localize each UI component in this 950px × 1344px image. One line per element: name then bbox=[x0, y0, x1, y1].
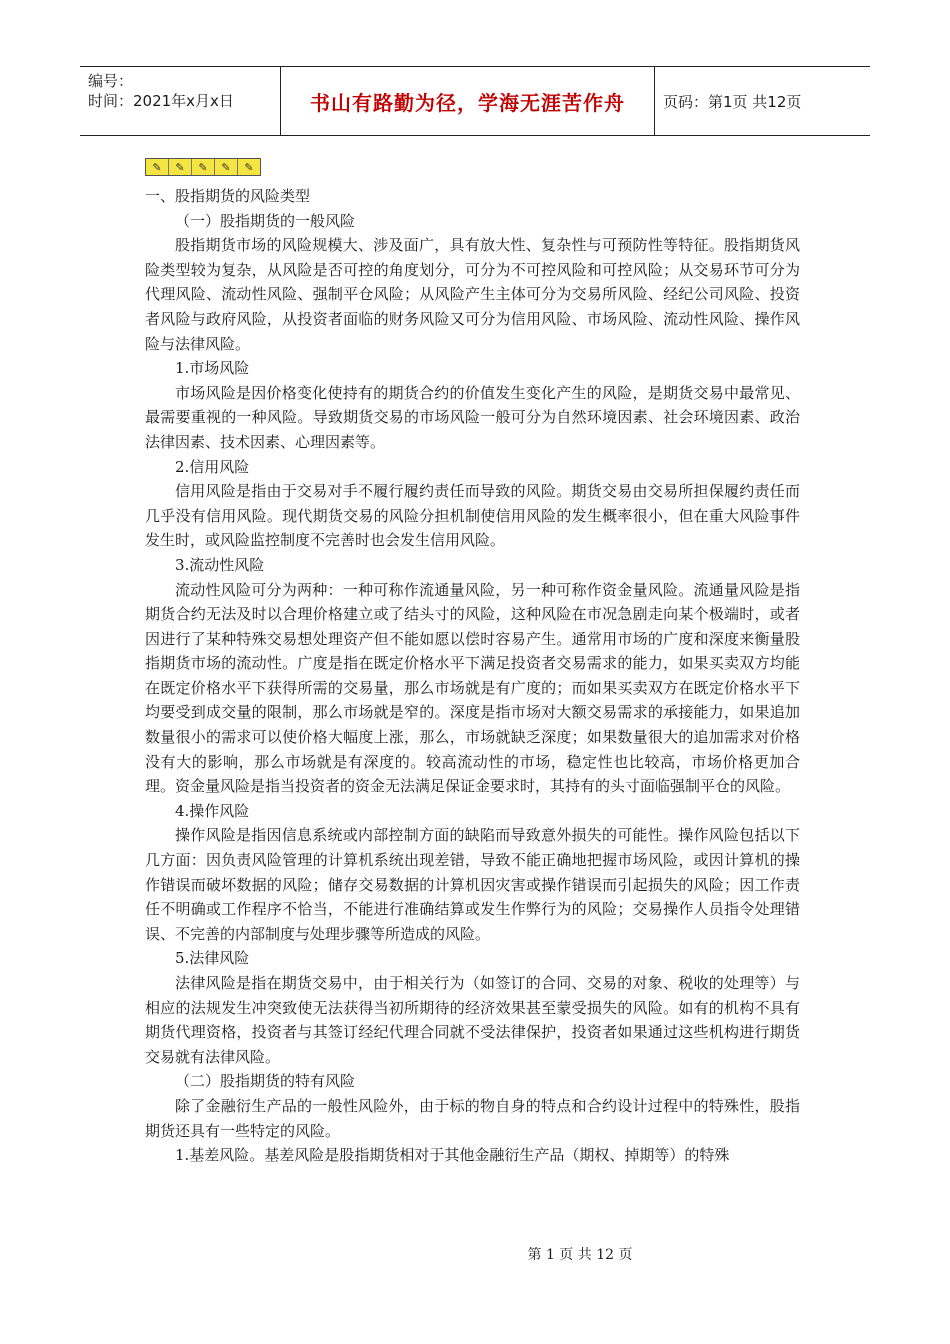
document-number: 编号： bbox=[88, 72, 134, 90]
pencil-icon: ✎ bbox=[192, 159, 215, 175]
document-date: 时间：2021年x月x日 bbox=[88, 92, 234, 110]
page-header bbox=[80, 66, 870, 136]
header-meta bbox=[80, 67, 281, 135]
header-page-info: 页码：第1页 共12页 bbox=[663, 92, 802, 111]
item-heading: 2.信用风险 bbox=[175, 457, 250, 476]
paragraph: 流动性风险可分为两种：一种可称作流通量风险，另一种可称作资金量风险。流通量风险是指期货合约无法及时以合理价格建立或了结头寸的风险，这种风险在市况急剧走向某个极端时，或者因进行了某种特殊交易想处理资产但不能如愿以偿时容易产生。通常用市场的广度和深度来衡量股指期货市场的流动性。广度是指在既定价格水平下满足投资者交易需求的能力，如果买卖双方均能在既定价格水平下获得所需的交易量，那么市场就是有广度的；而如果买卖双方在既定价格水平下均要受到成交量的限制，那么市场就是窄的。深度是指市场对大额交易需求的承接能力，如果追加数量很小的需求可以使价格大幅度上涨，那么，市场就缺乏深度；如果数量很大的追加需求对价格没有大的影响，那么市场就是有深度的。较高流动性的市场，稳定性也比较高，市场价格更加合理。资金量风险是指当投资者的资金无法满足保证金要求时，其持有的头寸面临强制平仓的风险。 bbox=[145, 580, 800, 796]
subsection-heading: （二）股指期货的特有风险 bbox=[175, 1072, 356, 1091]
pencil-icon: ✎ bbox=[169, 159, 192, 175]
paragraph: 法律风险是指在期货交易中，由于相关行为（如签订的合同、交易的对象、税收的处理等）与相应的法规发生冲突致使无法获得当初所期待的经济效果甚至蒙受损失的风险。如有的机构不具有期货代理资格，投资者与其签订经纪代理合同就不受法律保护，投资者如果通过这些机构进行期货交易就有法律风险。 bbox=[145, 974, 800, 1066]
item-heading: 4.操作风险 bbox=[175, 801, 250, 820]
item-heading: 3.流动性风险 bbox=[175, 555, 265, 574]
document-body bbox=[145, 184, 800, 1168]
subsection-heading: （一）股指期货的一般风险 bbox=[175, 211, 356, 230]
paragraph: 操作风险是指因信息系统或内部控制方面的缺陷而导致意外损失的可能性。操作风险包括以下几方面：因负责风险管理的计算机系统出现差错，导致不能正确地把握市场风险，或因计算机的操作错误而破坏数据的风险；储存交易数据的计算机因灾害或操作错误而引起损失的风险；因工作责任不明确或工作程序不恰当，不能进行准确结算或发生作弊行为的风险；交易操作人员指令处理错误、不完善的内部制度与处理步骤等所造成的风险。 bbox=[145, 826, 800, 943]
paragraph: 股指期货市场的风险规模大、涉及面广，具有放大性、复杂性与可预防性等特征。股指期货风险类型较为复杂，从风险是否可控的角度划分，可分为不可控风险和可控风险；从交易环节可分为代理风险、流动性风险、强制平仓风险；从风险产生主体可分为交易所风险、经纪公司风险、投资者风险与政府风险，从投资者面临的财务风险又可分为信用风险、市场风险、流动性风险、操作风险与法律风险。 bbox=[145, 236, 800, 353]
paragraph: 除了金融衍生产品的一般性风险外，由于标的物自身的特点和合约设计过程中的特殊性，股指期货还具有一些特定的风险。 bbox=[145, 1096, 800, 1140]
pencil-icon: ✎ bbox=[244, 160, 254, 174]
item-heading: 1.市场风险 bbox=[175, 359, 250, 378]
paragraph: 市场风险是因价格变化使持有的期货合约的价值发生变化产生的风险，是期货交易中最常见、最需要重视的一种风险。导致期货交易的市场风险一般可分为自然环境因素、社会环境因素、政治法律因素、技术因素、心理因素等。 bbox=[145, 383, 800, 451]
pencil-icon: ✎ bbox=[215, 159, 238, 175]
paragraph: 1.基差风险。基差风险是股指期货相对于其他金融衍生产品（期权、掉期等）的特殊 bbox=[175, 1146, 730, 1165]
pencil-icon: ✎ bbox=[146, 159, 169, 175]
header-motto: 书山有路勤为径，学海无涯苦作舟 bbox=[281, 67, 655, 135]
footer-page-number: 第 1 页 共 12 页 bbox=[527, 1247, 633, 1263]
decorative-ornament bbox=[145, 158, 261, 176]
paragraph: 信用风险是指由于交易对手不履行履约责任而导致的风险。期货交易由交易所担保履约责任而几乎没有信用风险。现代期货交易的风险分担机制使信用风险的发生概率很小，但在重大风险事件发生时，或风险监控制度不完善时也会发生信用风险。 bbox=[145, 482, 800, 550]
section-heading: 一、股指期货的风险类型 bbox=[145, 187, 311, 205]
page-footer bbox=[0, 1244, 950, 1264]
item-heading: 5.法律风险 bbox=[175, 949, 250, 968]
